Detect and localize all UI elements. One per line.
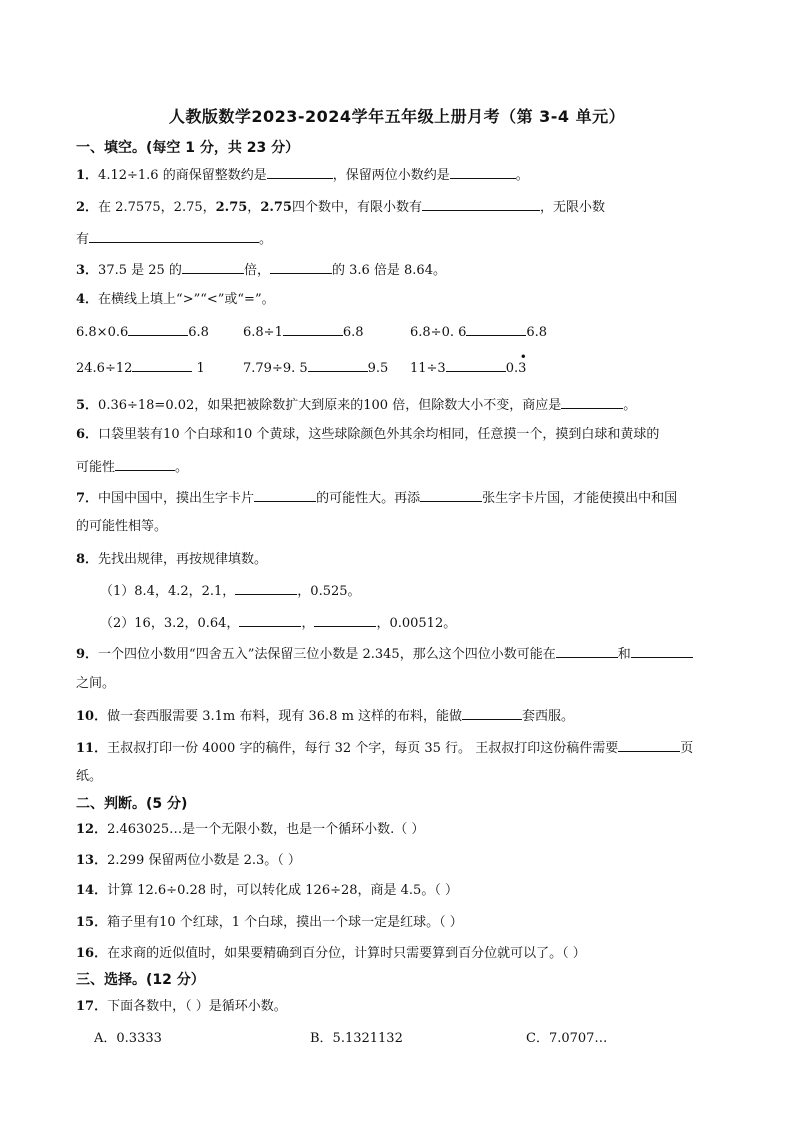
answer-blank[interactable] bbox=[283, 321, 343, 336]
option-c[interactable]: C．7.0707… bbox=[526, 1031, 608, 1046]
answer-blank[interactable] bbox=[89, 228, 259, 243]
answer-blank[interactable] bbox=[267, 164, 333, 179]
question-15: 15．箱子里有10 个红球，1 个白球，摸出一个球一定是红球。（ ） bbox=[76, 915, 463, 930]
question-12: 12．2.463025…是一个无限小数，也是一个循环小数.（ ） bbox=[76, 822, 425, 837]
question-11-cont: 纸。 bbox=[76, 769, 103, 784]
answer-blank[interactable] bbox=[314, 612, 376, 627]
question-8: 8．先找出规律，再按规律填数。 bbox=[76, 552, 268, 567]
question-7-cont: 的可能性相等。 bbox=[76, 519, 168, 534]
compare-item: 24.6÷12 1 bbox=[76, 357, 205, 379]
question-9: 9．一个四位小数用“四舍五入”法保留三位小数是 2.345，那么这个四位小数可能在 和 bbox=[76, 643, 693, 665]
section-multiple-choice: 三、选择。(12 分） bbox=[76, 972, 205, 988]
compare-item: 7.79÷9. 5 9.5 bbox=[243, 357, 388, 379]
answer-blank[interactable] bbox=[270, 259, 332, 274]
answer-blank[interactable] bbox=[235, 580, 297, 595]
question-16: 16．在求商的近似值时，如果要精确到百分位，计算时只需要算到百分位就可以了。（ ） bbox=[76, 946, 586, 961]
question-8-part-2: （2）16，3.2，0.64， ， ，0.00512。 bbox=[100, 612, 456, 634]
question-11: 11．王叔叔打印一份 4000 字的稿件，每行 32 个字，每页 35 行。 王叔叔打印这份稿件需要 页 bbox=[76, 737, 693, 759]
answer-blank[interactable] bbox=[462, 705, 522, 720]
compare-item: 6.8÷1 6.8 bbox=[243, 321, 364, 343]
answer-blank[interactable] bbox=[132, 357, 192, 372]
answer-blank[interactable] bbox=[556, 643, 618, 658]
repeating-decimal: 0.3 • bbox=[505, 350, 527, 376]
question-2: 2．在 2.7575，2.75，2.75，2.75四个数中，有限小数有 ，无限小数 bbox=[76, 196, 605, 218]
answer-blank[interactable] bbox=[254, 487, 316, 502]
page-title: 人教版数学2023-2024学年五年级上册月考（第 3-4 单元） bbox=[168, 107, 626, 126]
question-3: 3．37.5 是 25 的 倍， 的 3.6 倍是 8.64。 bbox=[76, 259, 446, 281]
answer-blank[interactable] bbox=[422, 196, 540, 211]
answer-blank[interactable] bbox=[128, 321, 188, 336]
answer-blank[interactable] bbox=[618, 737, 680, 752]
compare-item: 6.8÷0. 6 6.8 bbox=[410, 321, 547, 343]
question-5: 5．0.36÷18=0.02，如果把被除数扩大到原来的100 倍，但除数大小不变，商应是 。 bbox=[76, 394, 636, 416]
answer-blank[interactable] bbox=[631, 643, 693, 658]
question-6-cont: 可能性 。 bbox=[76, 456, 188, 478]
question-8-part-1: （1）8.4，4.2，2.1， ，0.525。 bbox=[100, 580, 361, 602]
question-9-cont: 之间。 bbox=[76, 676, 116, 691]
question-4: 4．在横线上填上“>”“<”或“=”。 bbox=[76, 292, 275, 307]
question-2-cont: 有 。 bbox=[76, 228, 272, 250]
compare-item: 11÷3 0.3 • bbox=[410, 357, 526, 379]
question-1: 1．4.12÷1.6 的商保留整数约是 ，保留两位小数约是 。 bbox=[76, 164, 529, 186]
question-10: 10．做一套西服需要 3.1m 布料，现有 36.8 m 这样的布料，能做 套西服。 bbox=[76, 705, 574, 727]
answer-blank[interactable] bbox=[182, 259, 244, 274]
section-fill-blank: 一、填空。(每空 1 分，共 23 分） bbox=[76, 140, 300, 156]
section-true-false: 二、判断。(5 分) bbox=[76, 796, 188, 812]
answer-blank[interactable] bbox=[239, 612, 301, 627]
question-13: 13．2.299 保留两位小数是 2.3。（ ） bbox=[76, 853, 301, 868]
answer-blank[interactable] bbox=[308, 357, 368, 372]
compare-item: 6.8×0.6 6.8 bbox=[76, 321, 209, 343]
repeat-dot-icon: • bbox=[519, 350, 527, 364]
answer-blank[interactable] bbox=[446, 357, 506, 372]
answer-blank[interactable] bbox=[466, 321, 526, 336]
question-6: 6．口袋里装有10 个白球和10 个黄球，这些球除颜色外其余均相同，任意摸一个，摸到白球和黄球的 bbox=[76, 427, 660, 442]
option-a[interactable]: A．0.3333 bbox=[94, 1031, 162, 1046]
option-b[interactable]: B．5.1321132 bbox=[310, 1031, 403, 1046]
answer-blank[interactable] bbox=[561, 394, 623, 409]
answer-blank[interactable] bbox=[420, 487, 482, 502]
question-7: 7．中国中国中，摸出生字卡片 的可能性大。再添 张生字卡片国，才能使摸出中和国 bbox=[76, 487, 677, 509]
answer-blank[interactable] bbox=[450, 164, 516, 179]
question-17: 17．下面各数中，（ ）是循环小数。 bbox=[76, 999, 287, 1014]
answer-blank[interactable] bbox=[115, 456, 175, 471]
question-14: 14．计算 12.6÷0.28 时，可以转化成 126÷28，商是 4.5。（ ） bbox=[76, 883, 458, 898]
